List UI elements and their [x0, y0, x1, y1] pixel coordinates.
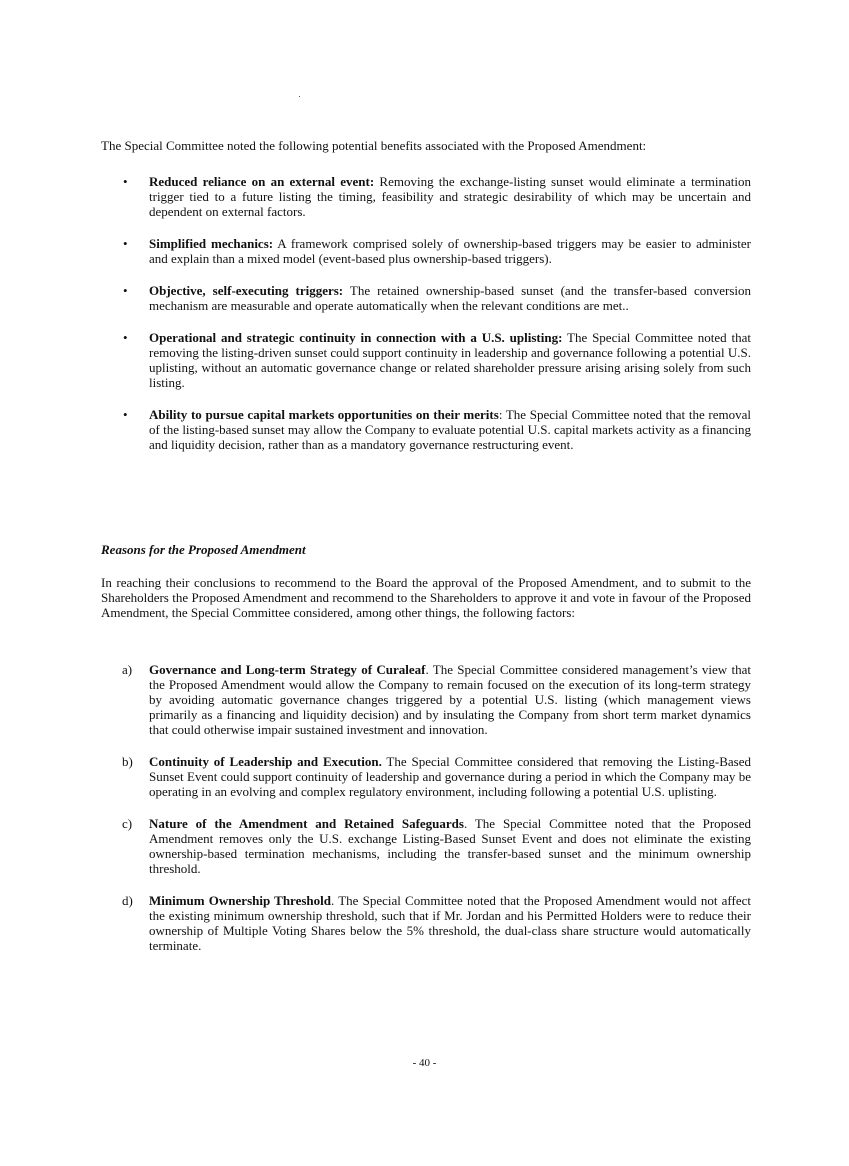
benefit-item	[101, 330, 751, 390]
benefit-item	[101, 236, 751, 266]
benefit-text: Removing the exchange-listing sunset would eliminate a termination trigger tied to a future listing the timing, feasibility and strategic desirability of which may be uncertain and dependent on external factors.	[149, 174, 752, 219]
page-number: - 40 -	[412, 1057, 437, 1069]
stray-mark	[299, 96, 300, 97]
section-heading: Reasons for the Proposed Amendment	[101, 542, 306, 557]
bullet-icon: •	[123, 236, 128, 251]
benefits-list	[101, 174, 751, 469]
bullet-icon: •	[123, 407, 128, 422]
factor-item	[101, 816, 751, 876]
factor-marker: d)	[122, 893, 133, 908]
factor-lead: Nature of the Amendment and Retained Safeguards	[149, 816, 464, 831]
factor-marker: b)	[122, 754, 133, 769]
benefit-text: The retained ownership-based sunset (and the transfer-based conversion mechanism are measurable and operate automatically when the relevant conditions are met..	[149, 283, 752, 313]
benefit-item	[101, 174, 751, 219]
bullet-icon: •	[123, 174, 128, 189]
factor-marker: a)	[122, 662, 133, 677]
bullet-icon: •	[123, 330, 128, 345]
factor-lead: Continuity of Leadership and Execution.	[149, 754, 382, 769]
benefit-text: The Special Committee noted that removing the listing-driven sunset could support continuity in leadership and governance following a potential U.S. uplisting, without an automatic governance change or related shareholder pressure arising arising solely from such listing.	[149, 330, 752, 390]
factor-marker: c)	[122, 816, 133, 831]
factor-item	[101, 754, 751, 799]
benefit-text: A framework comprised solely of ownership-based triggers may be easier to administer and explain than a mixed model (event-based plus ownership-based triggers).	[149, 236, 751, 266]
factor-item	[101, 893, 751, 953]
benefit-lead: Objective, self-executing triggers:	[149, 283, 344, 298]
factor-item	[101, 662, 751, 737]
benefit-lead: Reduced reliance on an external event:	[149, 174, 375, 189]
benefit-text: : The Special Committee noted that the removal of the listing-based sunset may allow the Company to evaluate potential U.S. capital markets activity as a financing and liquidity decision, rather than as a mandatory governance restructuring event.	[149, 407, 751, 452]
factor-text: . The Special Committee noted that the Proposed Amendment would not affect the existing minimum ownership threshold, such that if Mr. Jordan and his Permitted Holders were to reduce their ownership of Multiple Voting Shares below the 5% threshold, the dual-class share structure would automatically terminate.	[149, 893, 751, 953]
factor-lead: Governance and Long-term Strategy of Curaleaf	[149, 662, 426, 677]
benefit-lead: Ability to pursue capital markets opportunities on their merits	[149, 407, 499, 422]
factors-list	[101, 662, 751, 970]
factor-text: . The Special Committee noted that the Proposed Amendment removes only the U.S. exchange Listing-Based Sunset Event and does not eliminate the existing ownership-based termination mechanisms, including the transfer-based sunset and the minimum ownership threshold.	[149, 816, 751, 876]
factor-text: The Special Committee considered that removing the Listing-Based Sunset Event could support continuity of leadership and governance during a period in which the Company may be operating in an evolving and complex regulatory environment, including following a potential U.S. uplisting.	[149, 754, 752, 799]
benefit-lead: Simplified mechanics:	[149, 236, 274, 251]
benefit-item	[101, 283, 751, 313]
benefit-item	[101, 407, 751, 452]
benefits-intro: The Special Committee noted the following potential benefits associated with the Proposed Amendment:	[101, 138, 647, 153]
reasons-intro: In reaching their conclusions to recommend to the Board the approval of the Proposed Amendment, and to submit to the Shareholders the Proposed Amendment and recommend to the Shareholders to approve it and vote in favour of the Proposed Amendment, the Special Committee considered, among other things, the following factors:	[101, 575, 751, 620]
factor-text: . The Special Committee considered management’s view that the Proposed Amendment would allow the Company to remain focused on the execution of its long-term strategy by avoiding automatic governance changes triggered by a potential U.S. listing (which management views primarily as a financing and liquidity decision) and by insulating the Company from short term market dynamics that could otherwise impair sustained investment and innovation.	[149, 662, 751, 737]
factor-lead: Minimum Ownership Threshold	[149, 893, 331, 908]
bullet-icon: •	[123, 283, 128, 298]
benefit-lead: Operational and strategic continuity in connection with a U.S. uplisting:	[149, 330, 563, 345]
